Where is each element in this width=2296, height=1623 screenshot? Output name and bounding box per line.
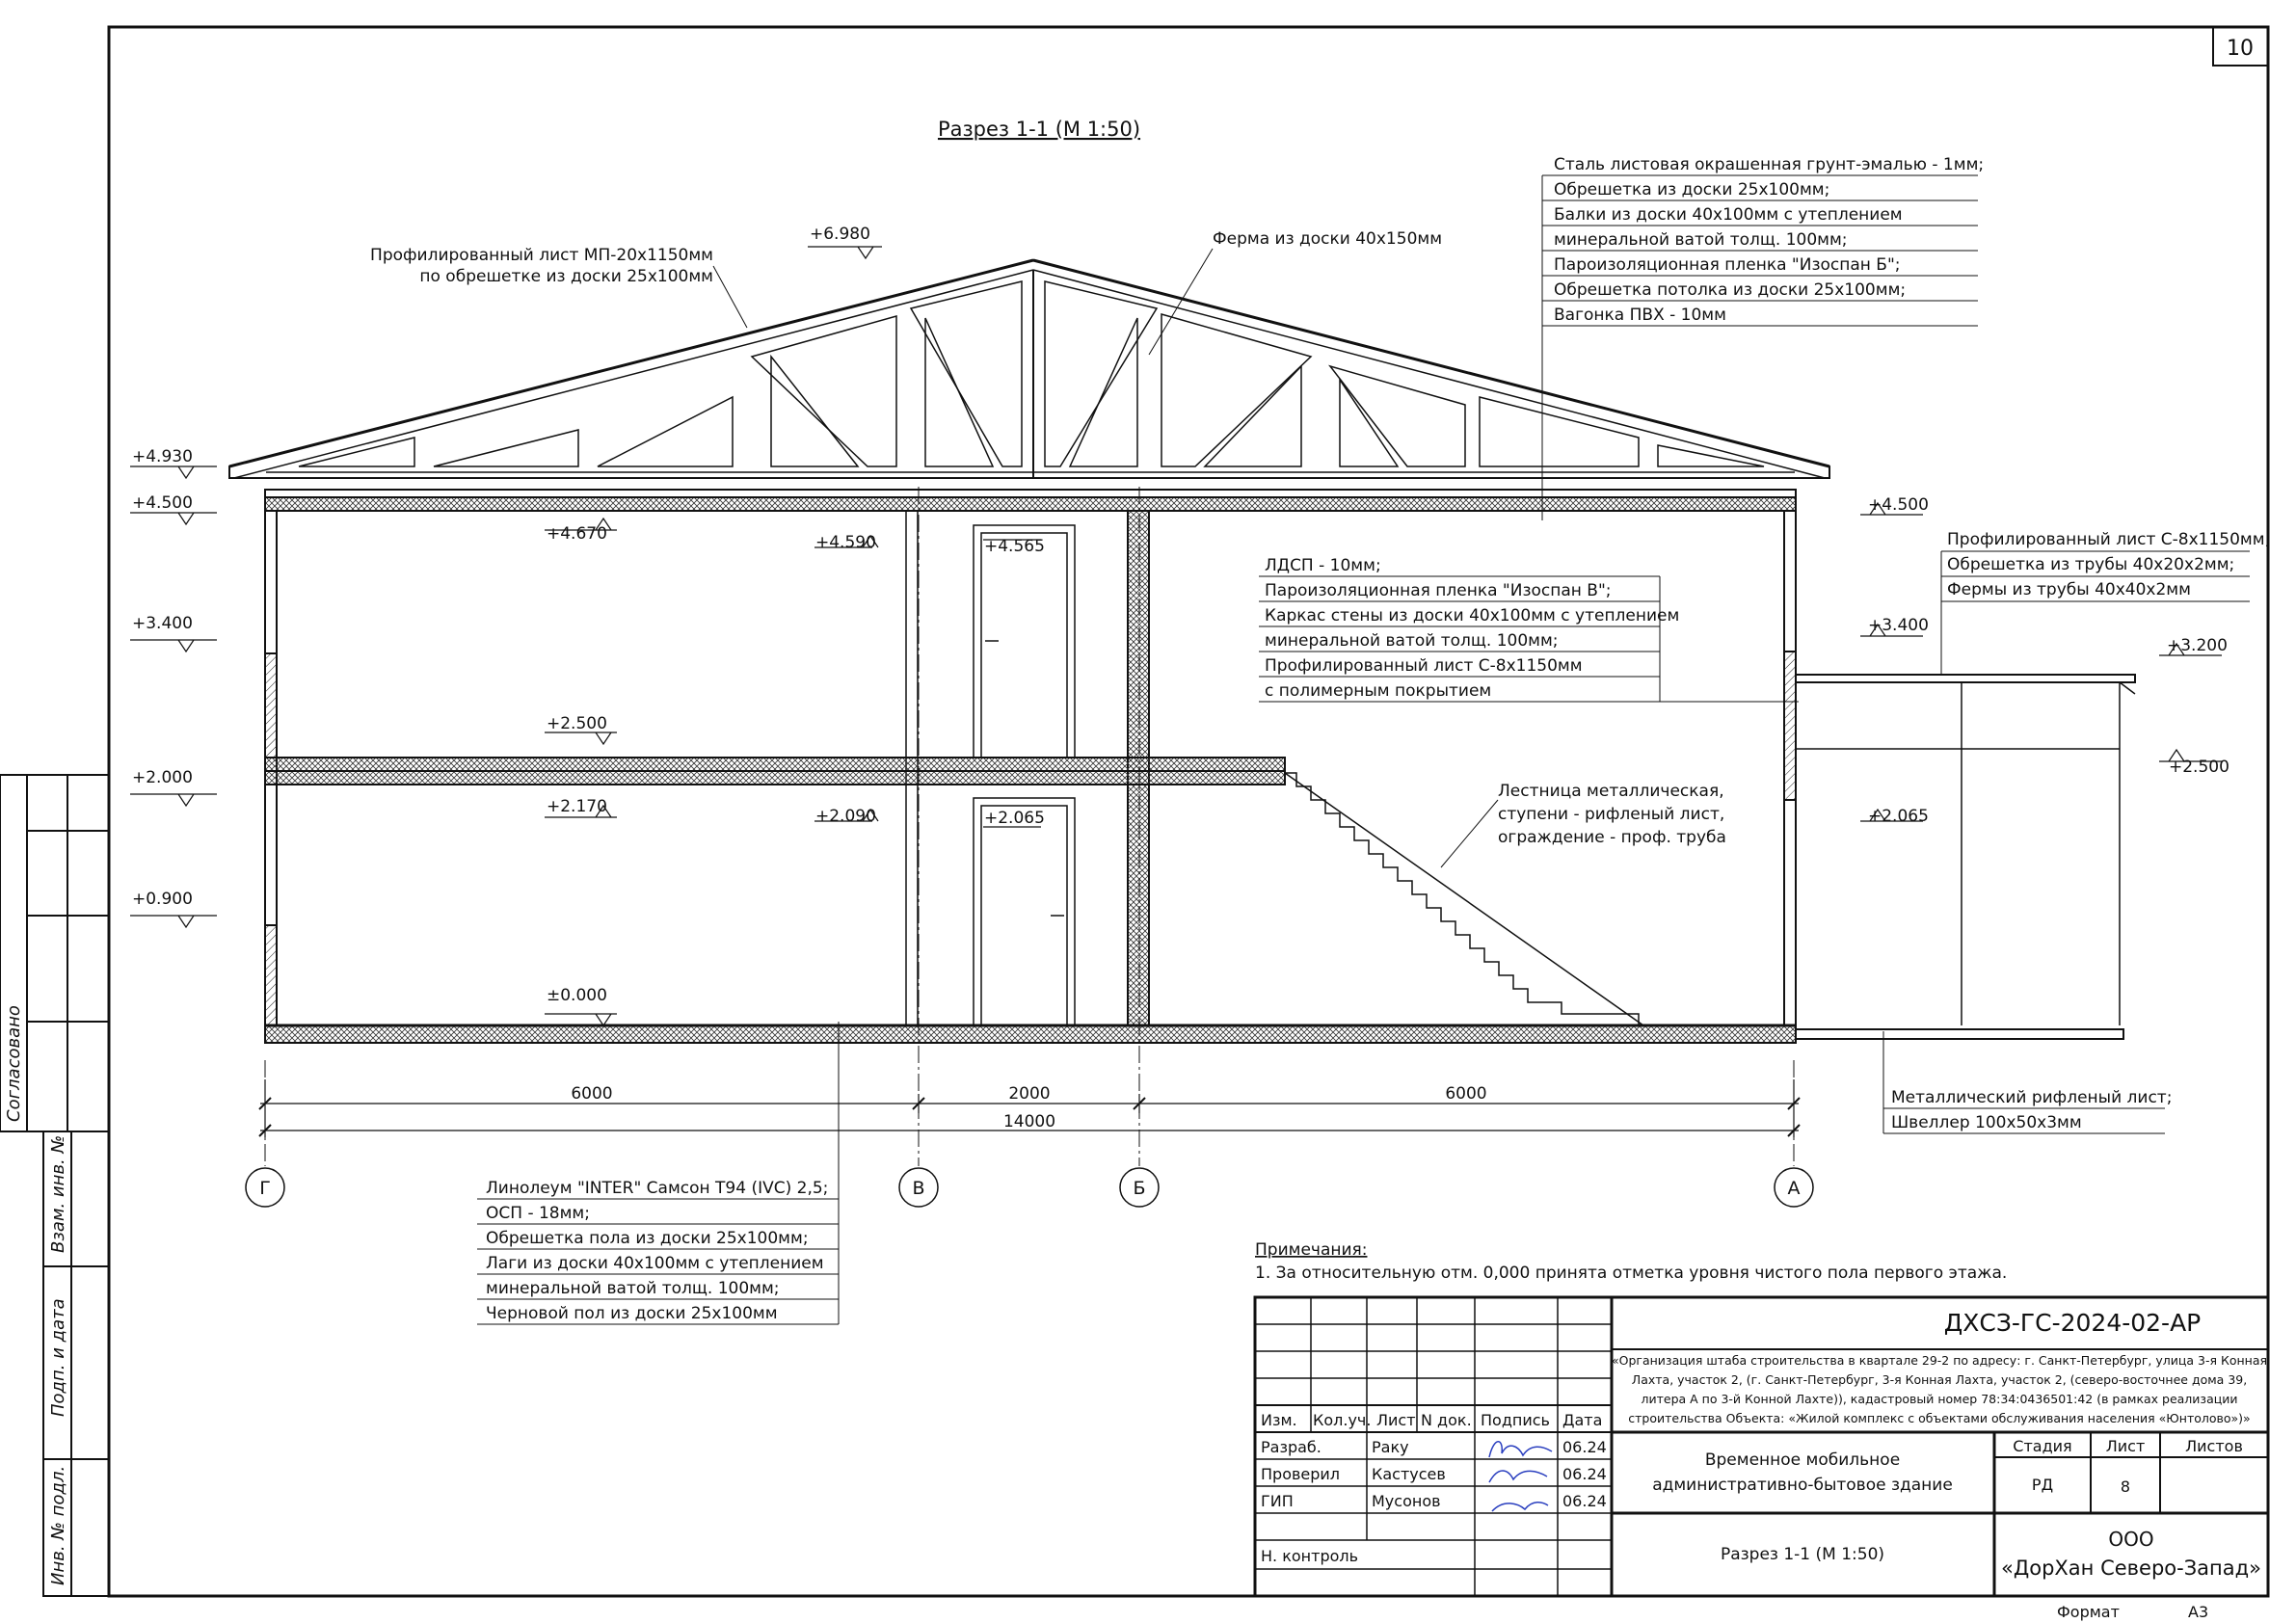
elev-right-2065: +2.065: [1868, 807, 1929, 826]
tb-sheet: 8: [2120, 1477, 2131, 1496]
floor-spec-3: Лаги из доски 40х100мм с утеплением: [486, 1254, 824, 1273]
platform-spec-0: Металлический рифленый лист;: [1891, 1088, 2173, 1107]
tb-project-4: строительства Объекта: «Жилой комплекс с объектами обслуживания населения «Юнтолово»)»: [1628, 1411, 2251, 1425]
wall-spec-5: с полимерным покрытием: [1265, 681, 1492, 701]
platform-spec-1: Швеллер 100х50х3мм: [1891, 1113, 2082, 1132]
tb-sheets-hdr: Листов: [2185, 1437, 2243, 1455]
tb-r1-role: Разраб.: [1261, 1438, 1322, 1456]
roof-spec-3: минеральной ватой толщ. 100мм;: [1554, 230, 1848, 250]
elevation-markers-left: [130, 466, 217, 927]
roof-spec-6: Вагонка ПВХ - 10мм: [1554, 306, 1726, 325]
canopy: [1796, 675, 2135, 1025]
elev-2170: +2.170: [547, 797, 607, 816]
elev-2065: +2.065: [984, 809, 1045, 828]
note-1: 1. За относительную отм. 0,000 принята отметка уровня чистого пола первого этажа.: [1255, 1264, 2008, 1283]
tb-building-2: административно-бытовое здание: [1652, 1476, 1953, 1495]
stair-label-2: ступени - рифленый лист,: [1498, 805, 1725, 824]
axis-label-g: Г: [259, 1178, 271, 1199]
roof-spec-4: Пароизоляционная пленка "Изоспан Б";: [1554, 255, 1901, 275]
tb-project-1: «Организация штаба строительства в квартале 29-2 по адресу: г. Санкт-Петербург, улица 3-я Конная: [1611, 1353, 2268, 1368]
wall-spec-3: минеральной ватой толщ. 100мм;: [1265, 631, 1559, 651]
elev-2090: +2.090: [815, 807, 876, 826]
tb-format: А3: [2188, 1603, 2209, 1621]
tb-hdr-podp: Подпись: [1481, 1411, 1550, 1429]
wall-spec-1: Пароизоляционная пленка "Изоспан В";: [1265, 581, 1612, 600]
tb-drawing: Разрез 1-1 (М 1:50): [1720, 1545, 1885, 1564]
tb-project-3: литера А по 3-й Конной Лахте)), кадастровый номер 78:34:0436501:42 (в рамках реализации: [1641, 1392, 2238, 1406]
tb-hdr-list: Лист: [1376, 1411, 1416, 1429]
stair-label-3: ограждение - проф. труба: [1498, 828, 1726, 847]
tb-hdr-izm: Изм.: [1261, 1411, 1297, 1429]
ceiling-slab: [265, 490, 1796, 511]
tb-org-2: «ДорХан Северо-Запад»: [2000, 1556, 2262, 1580]
tb-building-1: Временное мобильное: [1704, 1450, 1901, 1470]
tb-stage-hdr: Стадия: [2013, 1437, 2072, 1455]
elev-left-0900: +0.900: [132, 890, 193, 909]
tb-hdr-data: Дата: [1562, 1411, 1603, 1429]
canopy-spec-2: Фермы из трубы 40х40х2мм: [1947, 580, 2191, 599]
side-stamp-vzam: Взам. инв. №: [48, 1134, 68, 1253]
mid-floor-slab: [265, 758, 1285, 785]
tb-r3-date: 06.24: [1562, 1492, 1607, 1510]
section-title: Разрез 1-1 (М 1:50): [937, 118, 1141, 141]
stair-leader: [1441, 800, 1498, 867]
tb-project-2: Лахта, участок 2, (г. Санкт-Петербург, 3-я Конная Лахта, участок 2, (северо-восточнее дома 39,: [1631, 1372, 2248, 1387]
tb-r3-name: Мусонов: [1372, 1492, 1441, 1510]
sheet-number: 10: [2227, 37, 2254, 61]
dim-6000-right: 6000: [1445, 1084, 1487, 1104]
floor-spec-2: Обрешетка пола из доски 25х100мм;: [486, 1229, 809, 1248]
ridge-elevation: +6.980: [810, 225, 870, 244]
axis-label-v: В: [912, 1178, 925, 1199]
dim-14000: 14000: [1002, 1112, 1056, 1131]
tb-code: ДХСЗ-ГС-2024-02-АР: [1943, 1309, 2202, 1337]
tb-r1-date: 06.24: [1562, 1438, 1607, 1456]
floor-spec-1: ОСП - 18мм;: [486, 1204, 590, 1223]
axis-label-a: А: [1787, 1178, 1801, 1199]
canopy-spec-1: Обрешетка из трубы 40х20х2мм;: [1947, 555, 2235, 574]
roof-sheet-leader: [713, 266, 747, 328]
tb-hdr-kol: Кол.уч.: [1313, 1411, 1372, 1429]
tb-r1-name: Раку: [1372, 1438, 1409, 1456]
elev-left-2000: +2.000: [132, 768, 193, 787]
tb-r3-role: ГИП: [1261, 1492, 1294, 1510]
tb-r2-date: 06.24: [1562, 1465, 1607, 1483]
axis-label-b: Б: [1133, 1178, 1146, 1199]
truss-label: Ферма из доски 40х150мм: [1213, 229, 1443, 249]
signatures: [1489, 1442, 1552, 1511]
tb-stage: РД: [2031, 1476, 2054, 1494]
tb-sheet-hdr: Лист: [2105, 1437, 2146, 1455]
elev-left-4500: +4.500: [132, 493, 193, 513]
elev-4670: +4.670: [547, 524, 607, 544]
axis-bubbles: [246, 1168, 1813, 1207]
wall-spec-4: Профилированный лист С-8х1150мм: [1265, 656, 1583, 676]
elev-0000: ±0.000: [547, 986, 607, 1005]
floor-spec-0: Линолеум "INTER" Самсон T94 (IVC) 2,5;: [486, 1179, 829, 1198]
dim-2000: 2000: [1008, 1084, 1051, 1104]
tb-hdr-ndok: N док.: [1421, 1411, 1472, 1429]
elev-right-2500: +2.500: [2169, 758, 2229, 777]
floor-spec-4: минеральной ватой толщ. 100мм;: [486, 1279, 780, 1298]
tb-org-1: ООО: [2108, 1528, 2154, 1551]
ground-floor-slab: [265, 1025, 2123, 1043]
tb-r2-name: Кастусев: [1372, 1465, 1446, 1483]
roof-sheet-label-2: по обрешетке из доски 25х100мм: [419, 267, 713, 286]
elev-right-3400: +3.400: [1868, 616, 1929, 635]
roof-sheet-label-1: Профилированный лист МП-20х1150мм: [370, 246, 713, 265]
elev-right-3200: +3.200: [2167, 636, 2228, 655]
tb-r5-role: Н. контроль: [1261, 1547, 1359, 1565]
roof-spec-2: Балки из доски 40х100мм с утеплением: [1554, 205, 1903, 225]
dim-6000-left: 6000: [571, 1084, 613, 1104]
tb-format-label: Формат: [2057, 1603, 2120, 1621]
ridge-elevation-marker: [808, 247, 882, 258]
elev-left-3400: +3.400: [132, 614, 193, 633]
elev-left-4930: +4.930: [132, 447, 193, 466]
wall-spec-2: Каркас стены из доски 40х100мм с утеплением: [1265, 606, 1680, 625]
side-stamp-podp: Подп. и дата: [48, 1298, 68, 1417]
elev-4590: +4.590: [815, 533, 876, 552]
stair-label-1: Лестница металлическая,: [1498, 782, 1724, 801]
canopy-spec-0: Профилированный лист С-8х1150мм;: [1947, 530, 2271, 549]
tb-r2-role: Проверил: [1261, 1465, 1341, 1483]
side-stamp-inv: Инв. № подл.: [48, 1465, 68, 1585]
roof-spec-0: Сталь листовая окрашенная грунт-эмалью - 1мм;: [1554, 155, 1985, 174]
floor-spec-5: Черновой пол из доски 25х100мм: [486, 1304, 778, 1323]
elev-right-4500: +4.500: [1868, 495, 1929, 515]
roof-spec-5: Обрешетка потолка из доски 25х100мм;: [1554, 280, 1907, 300]
roof-spec-1: Обрешетка из доски 25х100мм;: [1554, 180, 1830, 200]
wall-spec-0: ЛДСП - 10мм;: [1265, 556, 1381, 575]
elev-2500: +2.500: [547, 714, 607, 733]
notes-title: Примечания:: [1255, 1240, 1368, 1260]
side-stamp-agreed: Согласовано: [4, 1005, 24, 1122]
elev-4565: +4.565: [984, 537, 1045, 556]
